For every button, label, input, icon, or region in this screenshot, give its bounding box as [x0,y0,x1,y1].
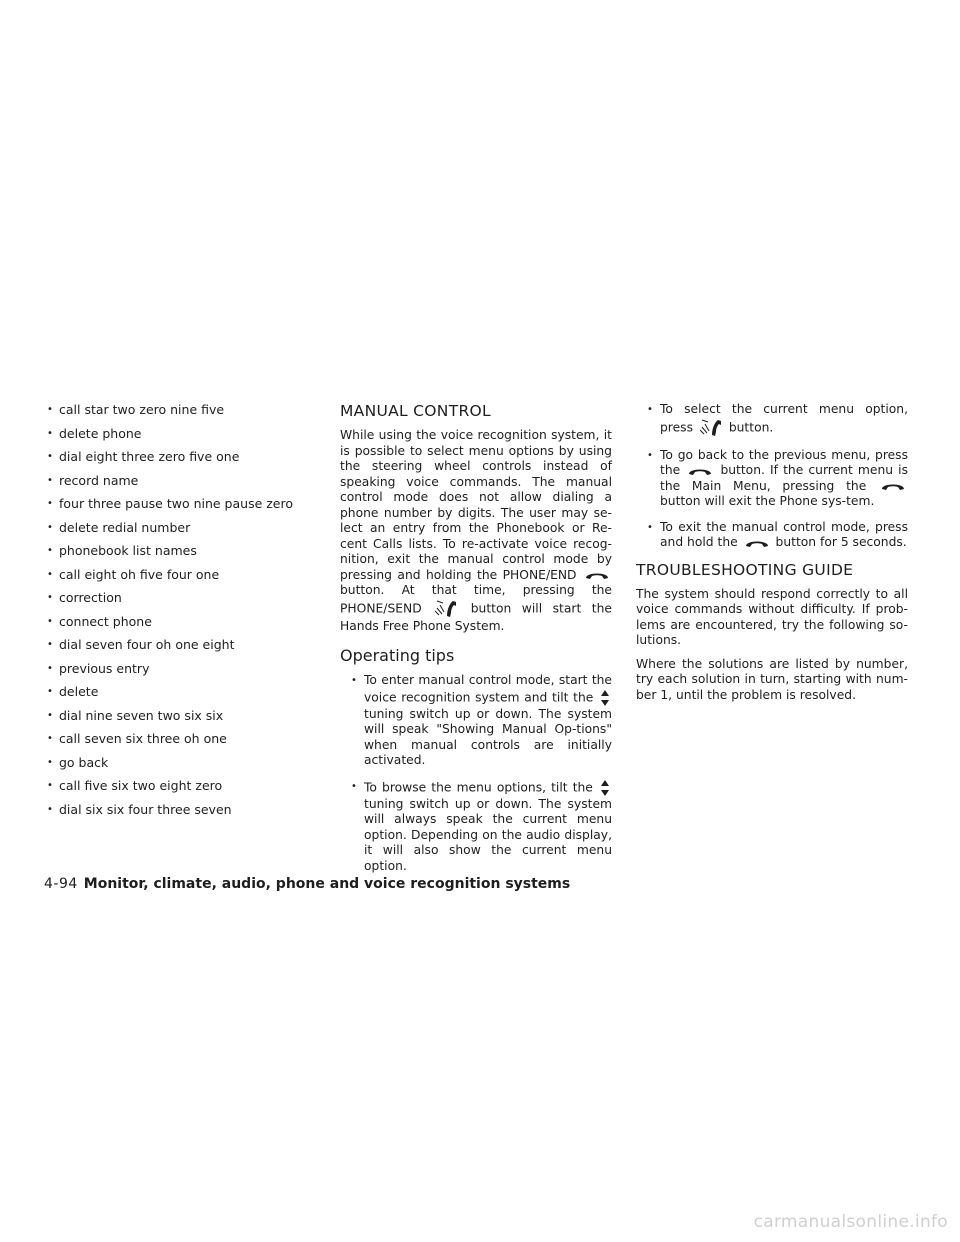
tip-text: tuning switch up or down. The system will always speak the current menu option. Depending on the audio display, it will also show the current menu option. [364,796,612,873]
phone-end-icon [744,537,770,549]
list-item: • call eight oh five four one [44,567,314,591]
tip-text: button for 5 seconds. [775,535,907,549]
tuning-switch-icon [600,689,610,707]
page-number: 4-94 [44,876,78,892]
troubleshooting-column [636,402,908,711]
operating-tips-list [340,673,612,874]
troubleshooting-paragraph-2: Where the solutions are listed by number, try each solution in turn, starting with num-ber 1, until the problem is resolved. [636,656,908,702]
list-item: • phonebook list names [44,543,314,567]
manual-control-text-1: While using the voice recognition system, it is possible to select menu options by using the steering wheel controls instead of speaking voice commands. The manual control mode does not allow dialing a phone number by digits. The user may se-lect an entry from the Phonebook or Re-cent Calls lists. To re-activate voice recog-nition, exit the manual control mode by pressing and holding the PHONE/END [340,428,612,582]
list-item: • connect phone [44,614,314,638]
list-item [636,448,908,510]
tip-text: button will exit the Phone sys-tem. [660,494,875,508]
list-item [340,673,612,769]
manual-control-text-2: button. At that time, pressing the PHONE/SEND [340,583,612,615]
list-item: • correction [44,590,314,614]
list-item: • go back [44,755,314,779]
tip-text: tuning switch up or down. The system will speak "Showing Manual Op-tions" when manual controls are initially activated. [364,706,612,767]
section-title: Monitor, climate, audio, phone and voice recognition systems [83,876,571,892]
list-item: • dial six six four three seven [44,802,314,826]
list-item: • dial eight three zero five one [44,449,314,473]
operating-tips-heading: Operating tips [340,646,455,665]
page-footer [44,876,570,892]
phone-send-icon [699,418,723,438]
list-item: • call star two zero nine five [44,402,314,426]
manual-control-column [340,402,612,884]
manual-control-text-3: button will start the Hands Free Phone System. [340,601,612,633]
list-item [340,779,612,875]
manual-control-paragraph [340,428,612,634]
troubleshooting-heading: TROUBLESHOOTING GUIDE [636,560,854,579]
watermark: carmanualsonline.info [753,1212,948,1232]
phone-send-icon [434,599,458,619]
list-item: • dial seven four oh one eight [44,637,314,661]
list-item: • dial nine seven two six six [44,708,314,732]
tuning-switch-icon [600,779,610,797]
manual-control-tips-list [636,402,908,551]
phone-end-icon [584,569,610,581]
troubleshooting-paragraph-1: The system should respond correctly to all voice commands without difficulty. If prob-lems are encountered, try the following so-lutions. [636,586,908,647]
phone-end-icon [880,480,906,492]
list-item [636,402,908,438]
list-item: • delete redial number [44,520,314,544]
phone-end-icon [687,465,713,477]
tip-text: To go back to the previous menu, press the [660,447,908,477]
list-item: • call five six two eight zero [44,778,314,802]
list-item: • previous entry [44,661,314,685]
command-examples-column [44,402,314,825]
tip-text: To exit the manual control mode, press and hold the [660,519,908,549]
tip-text: To select the current menu option, press [660,402,908,434]
manual-control-heading: MANUAL CONTROL [340,402,491,420]
tip-text: button. [728,420,774,434]
list-item: • delete [44,684,314,708]
tip-text: To enter manual control mode, start the voice recognition system and tilt the [364,673,612,704]
list-item: • delete phone [44,426,314,450]
list-item: • record name [44,473,314,497]
list-item [636,520,908,551]
command-list [44,402,314,825]
list-item: • four three pause two nine pause zero [44,496,314,520]
tip-text: To browse the menu options, tilt the [364,780,593,794]
list-item: • call seven six three oh one [44,731,314,755]
tip-text: button. If the current menu is the Main Menu, pressing the [660,463,908,493]
